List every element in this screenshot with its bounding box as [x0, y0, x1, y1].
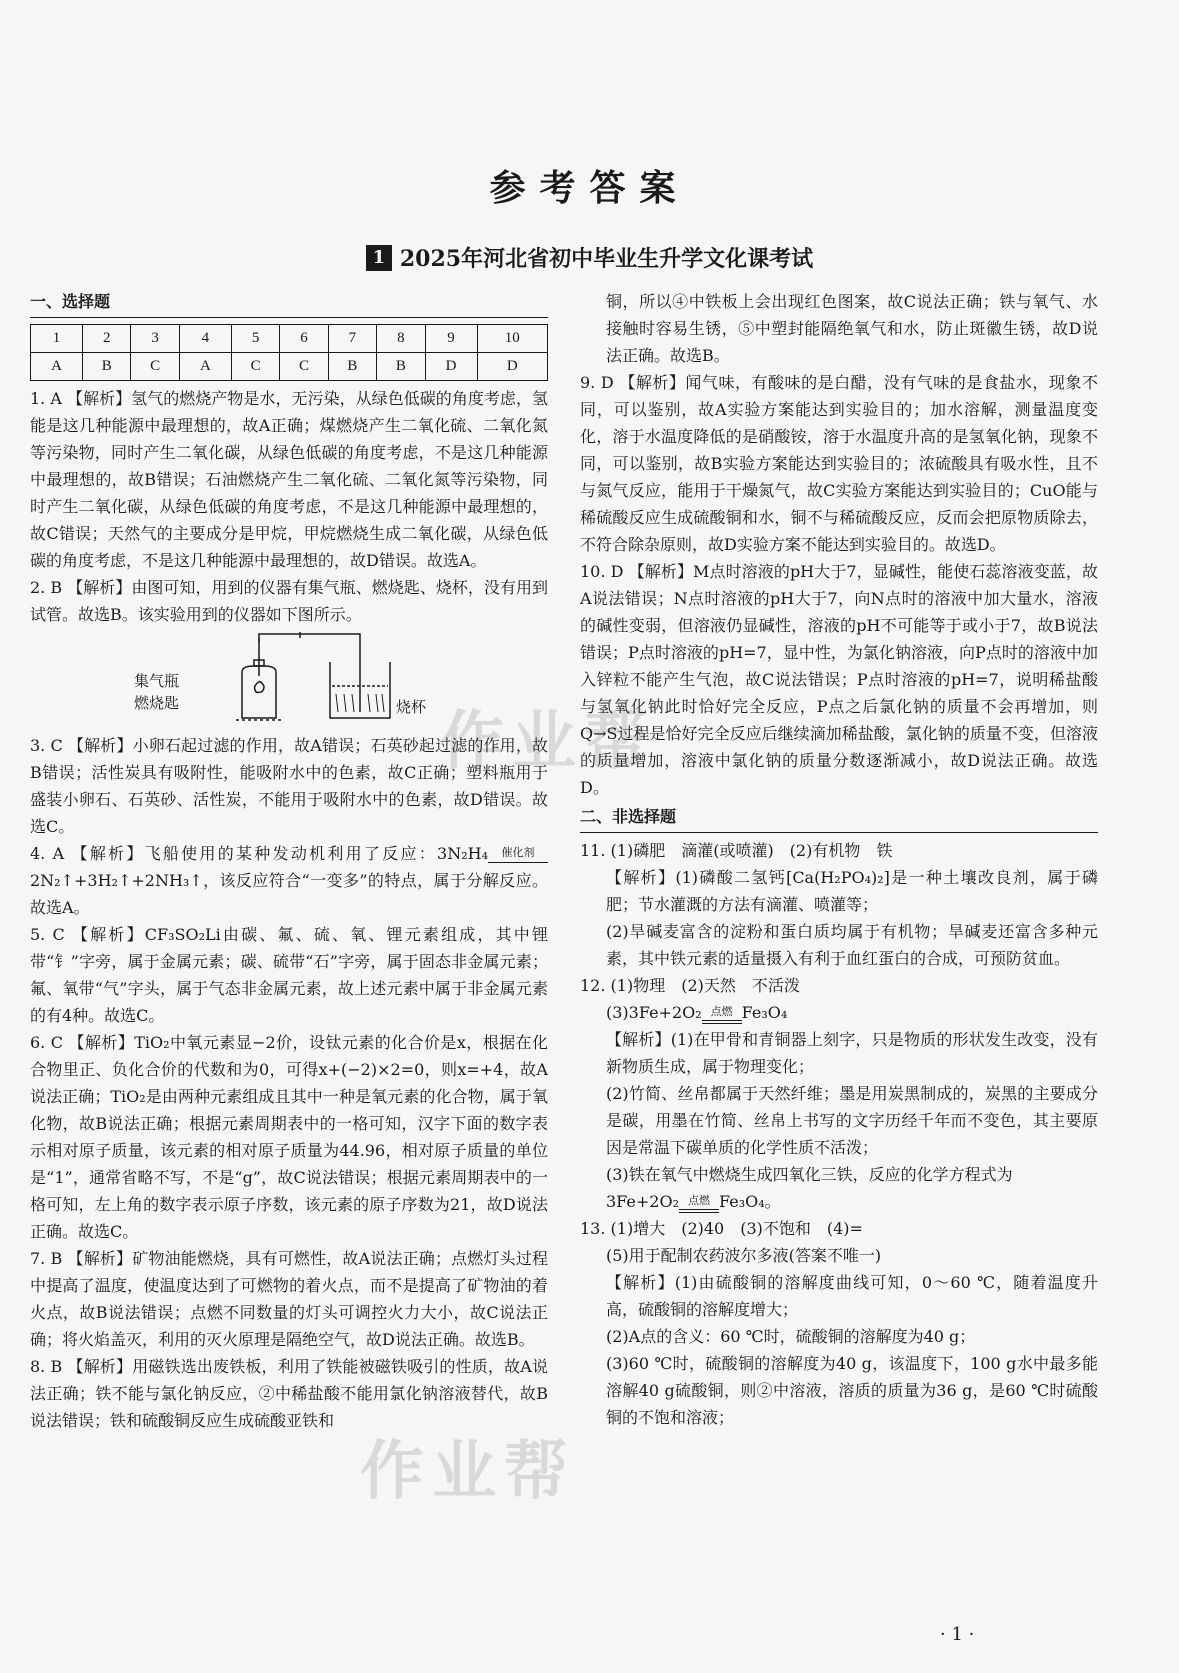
- table-cell: B: [328, 353, 376, 381]
- answer-q4: [30, 840, 548, 921]
- answer-q13-part5: (5)用于配制农药波尔多液(答案不唯一): [606, 1246, 882, 1265]
- answer-table-answers-row: [31, 353, 548, 381]
- answer-q13: 13. (1)增大 (2)40 (3)不饱和 (4)=: [580, 1219, 863, 1238]
- left-column: [30, 288, 548, 1434]
- exam-number-badge: 1: [366, 245, 392, 271]
- answer-q7: 7. B 【解析】矿物油能燃烧，具有可燃性，故A说法正确；点燃灯头过程中提高了温度，使温度达到了可燃物的着火点，而不是提高了矿物油的着火点，故B说法错误；点燃不同数量的灯头可调控火力大小，故C说法正确；将火焰盖灭，利用的灭火原理是隔绝空气，故D说法正确。故选B。: [30, 1249, 548, 1349]
- table-cell: 7: [328, 325, 376, 353]
- answer-q2: 2. B 【解析】由图可知，用到的仪器有集气瓶、燃烧匙、烧杯，没有用到试管。故选B。该实验用到的仪器如下图所示。: [30, 578, 548, 624]
- table-cell: 6: [280, 325, 328, 353]
- answer-table: [30, 324, 548, 381]
- table-cell: 5: [231, 325, 279, 353]
- answer-q12-equation: [580, 999, 1098, 1026]
- watermark-center: 作业帮: [440, 705, 656, 779]
- exam-heading: [0, 242, 1179, 273]
- explain-q13-2: (2)A点的含义：60 ℃时，硫酸铜的溶解度为40 g；: [606, 1327, 976, 1346]
- table-cell: 8: [377, 325, 425, 353]
- answer-q10: 10. D 【解析】M点时溶液的pH大于7，显碱性，能使石蕊溶液变蓝，故A说法错误；N点时溶液的pH大于7，向N点时的溶液中加大量水，溶液的碱性变弱，但溶液仍显碱性，溶液的pH不可能等于或小于7，故B说法错误；P点时溶液的pH=7，显中性，为氯化钠溶液，向P点时的溶液中加入锌粒不能产生气泡，故C说法错误；P点时溶液的pH=7，说明稀盐酸与氢氧化钠此时恰好完全反应，P点之后氯化钠的质量不会再增加，则Q→S过程是恰好完全反应后继续滴加稀盐酸，氯化钠的质量不变，但溶液的质量增加，溶液中氯化钠的质量分数逐渐减小，故D说法正确。故选D。: [580, 562, 1098, 797]
- table-cell: A: [31, 353, 83, 381]
- ignite-arrow: [702, 1004, 742, 1026]
- ignite-label: 点燃: [710, 1005, 733, 1018]
- explain-q11-1: 【解析】(1)磷酸二氢钙[Ca(H₂PO₄)₂]是一种土壤改良剂，属于磷肥；节水灌溉的方法有滴灌、喷灌等；: [606, 868, 1098, 914]
- explain-q13-1: 【解析】(1)由硫酸铜的溶解度曲线可知，0～60 ℃，随着温度升高，硫酸铜的溶解度增大；: [606, 1273, 1098, 1319]
- ignite-arrow-2: [679, 1193, 719, 1215]
- answer-q11: 11. (1)磷肥 滴灌(或喷灌) (2)有机物 铁: [580, 841, 893, 860]
- apparatus-diagram: [160, 632, 420, 726]
- answer-q8: 8. B 【解析】用磁铁选出废铁板，利用了铁能被磁铁吸引的性质，故A说法正确；铁不能与氯化钠反应，②中稀盐酸不能用氯化钠溶液替代，故B说法错误；铁和硫酸铜反应生成硫酸亚铁和: [30, 1357, 548, 1430]
- table-cell: B: [377, 353, 425, 381]
- catalyst-arrow: [488, 845, 548, 867]
- page-number: · 1 ·: [940, 1624, 975, 1645]
- page-title: 参考答案: [489, 167, 690, 209]
- answer-table-numbers-row: [31, 325, 548, 353]
- exam-title: 2025年河北省初中毕业生升学文化课考试: [399, 246, 814, 272]
- answer-q5: 5. C 【解析】CF₃SO₂Li由碳、氟、硫、氧、锂元素组成，其中锂带“钅”字旁，属于金属元素；碳、硫带“石”字旁，属于固态非金属元素；氟、氧带“气”字头，属于气态非金属元素，故上述元素中属于非金属元素的有4种。故选C。: [30, 925, 548, 1025]
- table-cell: A: [179, 353, 231, 381]
- section-nonchoice-heading: 二、非选择题: [580, 803, 1098, 833]
- q4-text-b: 2N₂↑+3H₂↑+2NH₃↑，该反应符合“一变多”的特点，属于分解反应。故选A。: [30, 871, 548, 917]
- table-cell: 2: [83, 325, 131, 353]
- eq2-left: 3Fe+2O₂: [606, 1192, 679, 1211]
- explain-q12-equation: [580, 1188, 1098, 1215]
- eq-right: Fe₃O₄: [741, 1003, 788, 1022]
- table-cell: B: [83, 353, 131, 381]
- table-cell: C: [231, 353, 279, 381]
- table-cell: 4: [179, 325, 231, 353]
- explain-q12-2: (2)竹简、丝帛都属于天然纤维；墨是用炭黑制成的，炭黑的主要成分是碳，用墨在竹简、丝帛上书写的文字历经千年而不变色，其主要原因是常温下碳单质的化学性质不活泼；: [606, 1084, 1098, 1157]
- table-cell: 9: [425, 325, 477, 353]
- label-gas-bottle: 集气瓶: [134, 672, 180, 690]
- section-choice-heading: 一、选择题: [30, 288, 548, 318]
- answer-q8-continued: 铜，所以④中铁板上会出现红色图案，故C说法正确；铁与氧气、水接触时容易生锈，⑤中塑封能隔绝氧气和水，防止斑徽生锈，故D说法正确。故选B。: [606, 292, 1098, 365]
- answer-q6: 6. C 【解析】TiO₂中氧元素显−2价，设钛元素的化合价是x，根据在化合物里正、负化合价的代数和为0，可得x+(−2)×2=0，则x=+4，故A说法正确；TiO₂是由两种元素组成且其中一种是氧元素的化合物，属于氧化物，故B说法正确；根据元素周期表中的一格可知，汉字下面的数字表示相对原子质量，该元素的相对原子质量为44.96，相对原子质量的单位是“1”，通常省略不写，不是“g”，故C说法错误；根据元素周期表中的一格可知，左上角的数字表示原子序数，该元素的原子序数为21，故D说法正确。故选C。: [30, 1033, 548, 1241]
- right-column: [580, 288, 1098, 1431]
- eq-left: (3)3Fe+2O₂: [606, 1003, 702, 1022]
- watermark-bottom: 作业帮: [360, 1435, 576, 1509]
- eq2-right: Fe₃O₄。: [719, 1192, 781, 1211]
- answer-q12: 12. (1)物理 (2)天然 不活泼: [580, 976, 800, 995]
- table-cell: 3: [131, 325, 179, 353]
- table-cell: 1: [31, 325, 83, 353]
- table-cell: C: [131, 353, 179, 381]
- table-cell: 10: [477, 325, 547, 353]
- ignite-label-2: 点燃: [688, 1194, 710, 1207]
- explain-q11-2: (2)旱碱麦富含的淀粉和蛋白质均属于有机物；旱碱麦还富含多种元素，其中铁元素的适量摄入有利于血红蛋白的合成，可预防贫血。: [606, 922, 1098, 968]
- answer-q3: 3. C 【解析】小卵石起过滤的作用，故A错误；石英砂起过滤的作用，故B错误；活性炭具有吸附性，能吸附水中的色素，故C正确；塑料瓶用于盛装小卵石、石英砂、活性炭，不能用于吸附水中的色素，故D错误。故选C。: [30, 736, 548, 836]
- label-combustion-spoon: 燃烧匙: [134, 694, 180, 712]
- catalyst-label: 催化剂: [501, 846, 535, 859]
- q4-text-a: 4. A 【解析】飞船使用的某种发动机利用了反应：3N₂H₄: [30, 844, 488, 863]
- answer-q9: 9. D 【解析】闻气味，有酸味的是白醋，没有气味的是食盐水，现象不同，可以鉴别，故A实验方案能达到实验目的；加水溶解，测量温度变化，溶于水温度降低的是硝酸铵，溶于水温度升高的是氢氧化钠，现象不同，可以鉴别，故B实验方案能达到实验目的；浓硫酸具有吸水性，且不与氮气反应，能用于干燥氮气，故C实验方案能达到实验目的；CuO能与稀硫酸反应生成硫酸铜和水，铜不与稀硫酸反应，反而会把原物质除去，不符合除杂原则，故D实验方案不能达到实验目的。故选D。: [580, 373, 1098, 554]
- explain-q13-3: (3)60 ℃时，硫酸铜的溶解度为40 g，该温度下，100 g水中最多能溶解40 g硫酸铜，则②中溶液，溶质的质量为36 g，是60 ℃时硫酸铜的不饱和溶液；: [606, 1354, 1098, 1427]
- table-cell: D: [425, 353, 477, 381]
- explain-q12-3: (3)铁在氧气中燃烧生成四氧化三铁，反应的化学方程式为: [606, 1165, 1013, 1184]
- explain-q12-1: 【解析】(1)在甲骨和青铜器上刻字，只是物质的形状发生改变，没有新物质生成，属于物理变化；: [606, 1030, 1098, 1076]
- answer-q1: 1. A 【解析】氢气的燃烧产物是水，无污染，从绿色低碳的角度考虑，氢能是这几种能源中最理想的，故A正确；煤燃烧产生二氧化硫、二氧化氮等污染物，同时产生二氧化碳，从绿色低碳的角度考虑，不是这几种能源中最理想的，故B错误；石油燃烧产生二氧化硫、二氧化氮等污染物，同时产生二氧化碳，从绿色低碳的角度考虑，不是这几种能源中最理想的，故C错误；天然气的主要成分是甲烷，甲烷燃烧生成二氧化碳，从绿色低碳的角度考虑，不是这几种能源中最理想的，故D错误。故选A。: [30, 389, 548, 570]
- table-cell: C: [280, 353, 328, 381]
- label-beaker: 烧杯: [396, 698, 427, 716]
- table-cell: D: [477, 353, 547, 381]
